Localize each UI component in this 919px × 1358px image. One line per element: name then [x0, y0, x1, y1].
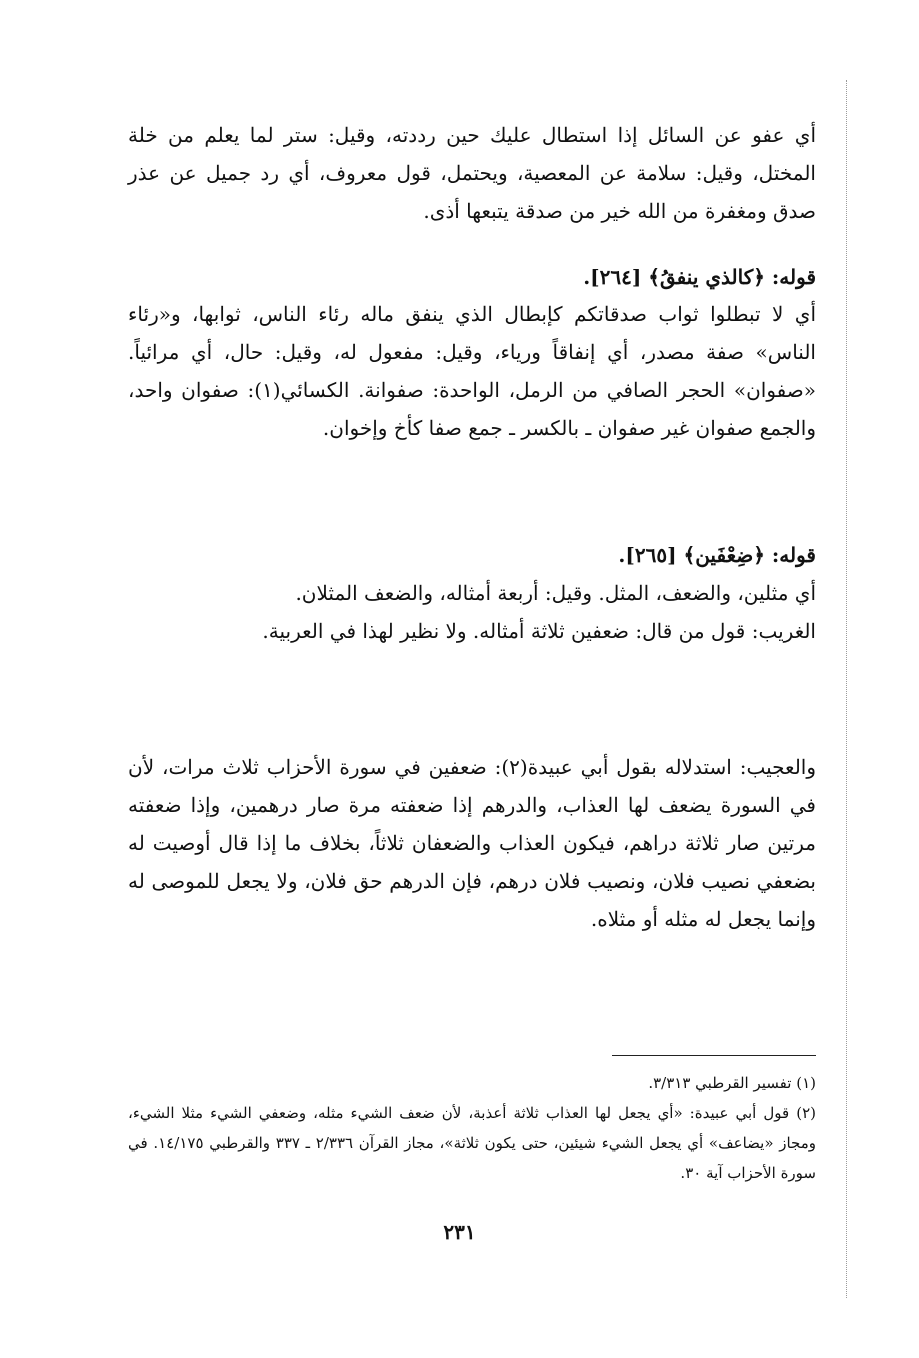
paragraph-2: أي لا تبطلوا ثواب صدقاتكم كإبطال الذي ينفق ماله رئاء الناس، ثوابها، و«رئاء الناس» صفة مصدر، أي إنفاقاً ورياء، وقيل: مفعول له، وقيل: حال، أي مرائياً. «صفوان» الحجر الصافي من الرمل، الواحدة: صفوانة. الكسائي(١): صفوان واحد، والجمع صفوان غير صفوان ـ بالكسر ـ جمع صفا كأخ وإخوان. [128, 302, 816, 440]
footnote-separator [612, 1055, 816, 1056]
paragraph-3: أي مثلين، والضعف، المثل. وقيل: أربعة أمثاله، والضعف المثلان. [295, 581, 816, 605]
paragraph-1: أي عفو عن السائل إذا استطال عليك حين رددته، وقيل: ستر لما يعلم من خلة المختل، وقيل: سلامة عن المعصية، ويحتمل، قول معروف، أي رد جميل عن عذر صدق ومغفرة من الله خير من صدقة يتبعها أذى. [128, 123, 816, 223]
paragraph-block-4 [128, 748, 816, 938]
footnotes [128, 1068, 816, 1188]
verse-heading-265: قوله: ﴿ضِعْفَين﴾ [٢٦٥]. [618, 543, 816, 567]
footnote-2: (٢) قول أبي عبيدة: «أي يجعل لها العذاب ثلاثة أعذبة، لأن ضعف الشيء مثله، وضعفي الشيء مثلا الشيء، ومجاز «يضاعف» أي يجعل الشيء شيئين، حتى يكون ثلاثة»، مجاز القرآن ٢/٣٣٦ ـ ٣٣٧ والقرطبي ١٤/١٧٥. في سورة الأحزاب آية ٣٠. [128, 1104, 816, 1182]
paragraph-block-3 [128, 574, 816, 650]
paragraph-block-1 [128, 116, 816, 230]
paragraph-5: والعجيب: استدلاله بقول أبي عبيدة(٢): ضعفين في سورة الأحزاب ثلاث مرات، لأن في السورة يضعف لها العذاب، والدرهم إذا ضعفته مرة صار درهمين، وإذا ضعفته مرتين صار ثلاثة دراهم، فيكون العذاب والضعفان ثلاثاً، بخلاف ما إذا قال أوصيت له بضعفي نصيب فلان، ونصيب فلان درهم، فإن الدرهم حق فلان، ولا يجعل للموصى له وإنما يجعل له مثله أو مثلاه. [128, 755, 817, 931]
page-number: ٢٣١ [443, 1220, 476, 1244]
page-edge-dotted-line [846, 80, 847, 1298]
paragraph-block-2 [128, 295, 816, 447]
paragraph-4: الغريب: قول من قال: ضعفين ثلاثة أمثاله. ولا نظير لهذا في العربية. [262, 619, 816, 643]
verse-heading-264: قوله: ﴿كالذي ينفقُ﴾ [٢٦٤]. [583, 265, 816, 289]
footnote-1: (١) تفسير القرطبي ٣/٣١٣. [648, 1074, 816, 1092]
